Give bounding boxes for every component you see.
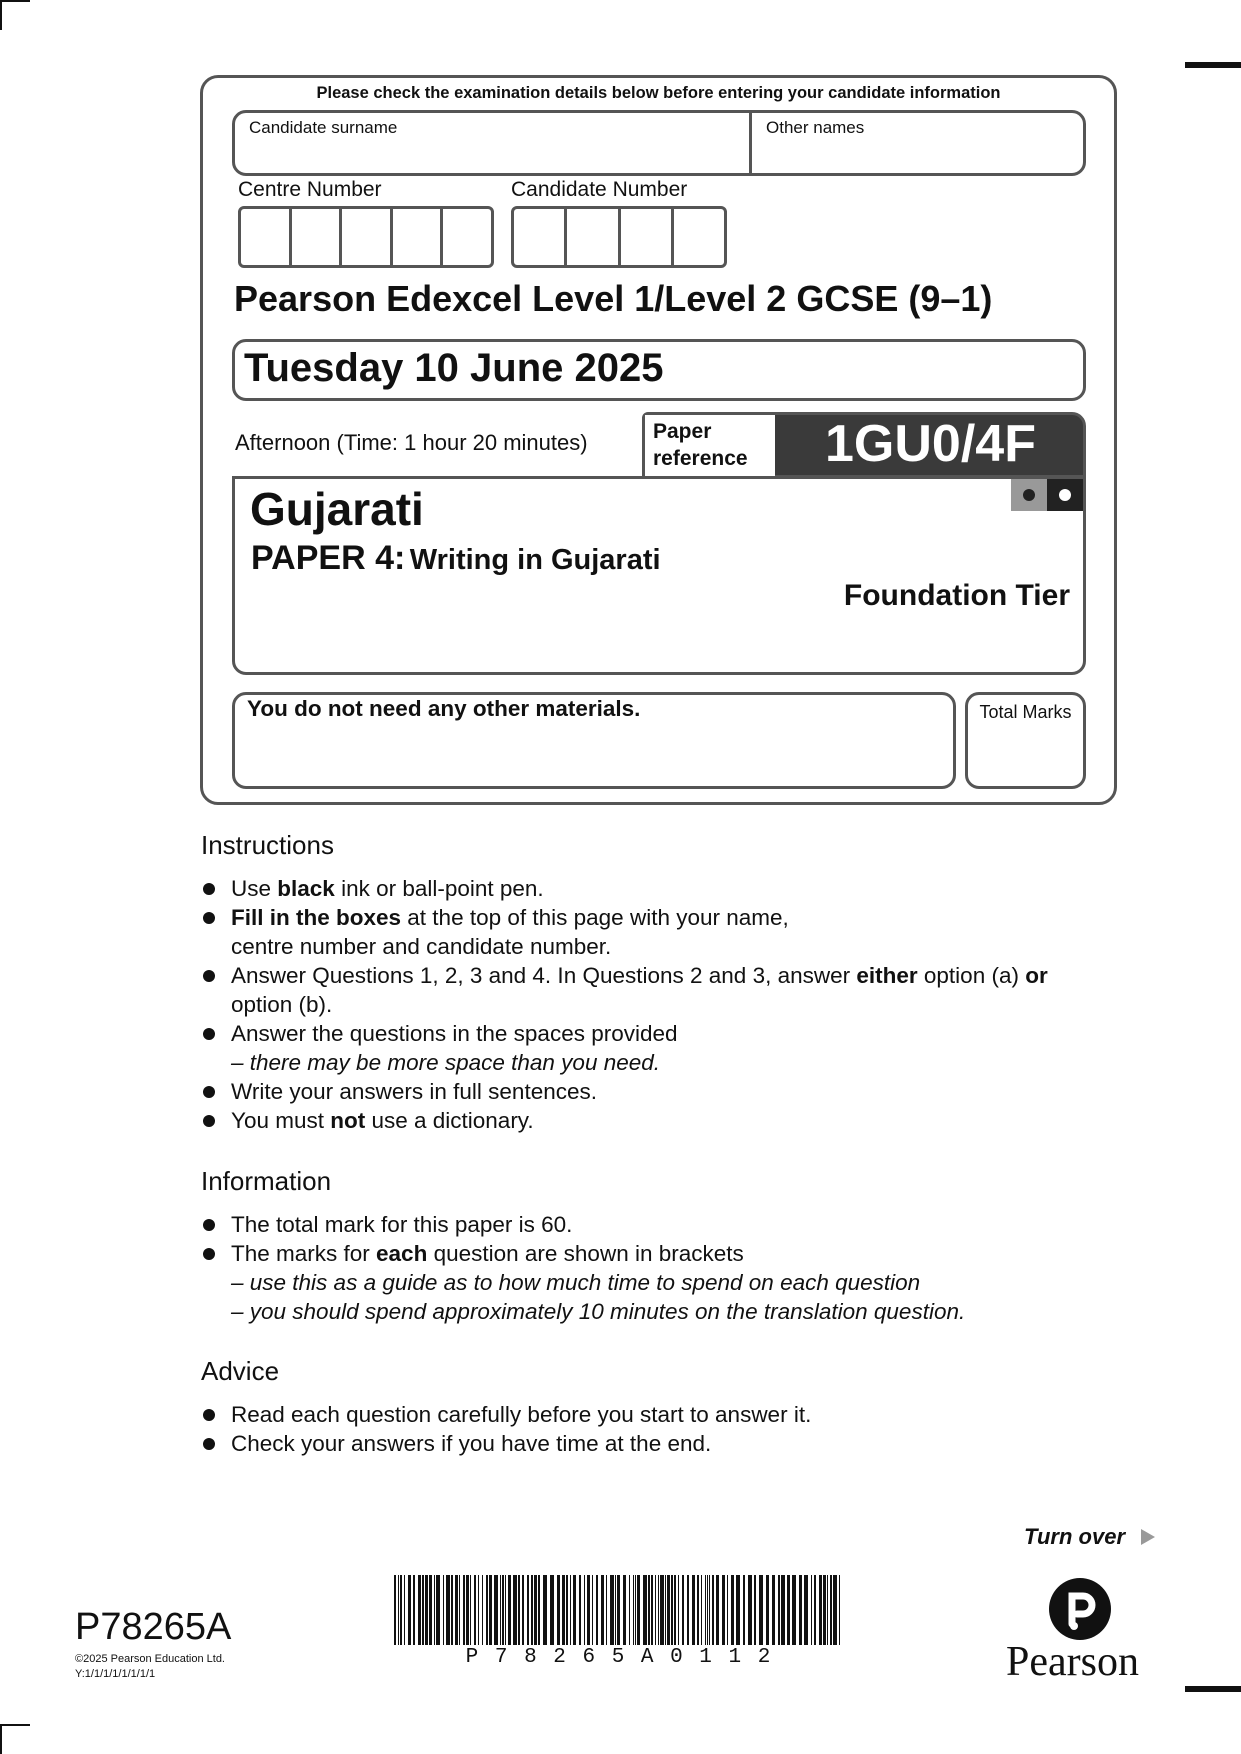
barcode-bar	[727, 1575, 728, 1645]
centre-number-boxes[interactable]	[238, 206, 494, 268]
barcode-bar	[814, 1575, 816, 1645]
paper-name: Writing in Gujarati	[409, 544, 661, 576]
centre-number-cell[interactable]	[443, 209, 491, 265]
barcode-bar	[413, 1575, 415, 1645]
barcode-bar	[543, 1575, 547, 1645]
barcode-bar	[635, 1575, 636, 1645]
barcode-bar	[722, 1575, 725, 1645]
barcode-bar	[667, 1575, 670, 1645]
centre-number-label: Centre Number	[238, 178, 382, 201]
list-item: Fill in the boxes at the top of this page with your name, centre number and candidate number.	[201, 903, 1081, 961]
marker-dot-icon	[1023, 489, 1035, 501]
barcode-bar	[687, 1575, 689, 1645]
barcode-bar	[400, 1575, 402, 1645]
paper-code: P78265A	[75, 1606, 232, 1648]
other-names-field[interactable]: Other names	[766, 118, 865, 137]
barcode-bar	[527, 1575, 529, 1645]
barcode-bar	[827, 1575, 828, 1645]
barcode-bar	[707, 1575, 708, 1645]
crop-mark-top-left-vertical	[0, 0, 2, 30]
barcode-bar	[587, 1575, 590, 1645]
triangle-right-icon	[1141, 1529, 1155, 1545]
barcode-bar	[674, 1575, 676, 1645]
barcode-bar	[500, 1575, 501, 1645]
paper-title	[251, 539, 661, 578]
centre-number-cell[interactable]	[241, 209, 292, 265]
barcode-bar	[566, 1575, 568, 1645]
barcode-bar	[615, 1575, 616, 1645]
barcode-text: P 7 8 2 6 5 A 0 1 1 2	[465, 1646, 773, 1669]
barcode-bar	[629, 1575, 630, 1645]
instructions-heading: Instructions	[201, 830, 334, 860]
list-item: Answer the questions in the spaces provided – there may be more space than you need.	[201, 1019, 1081, 1077]
barcode-bar	[534, 1575, 537, 1645]
check-notice: Please check the examination details below before entering your candidate information	[316, 84, 1001, 102]
barcode-bar	[617, 1575, 620, 1645]
barcode-bar	[833, 1575, 837, 1645]
candidate-number-cell[interactable]	[621, 209, 674, 265]
barcode-bar	[422, 1575, 424, 1645]
barcode-bar	[596, 1575, 598, 1645]
candidate-number-cell[interactable]	[674, 209, 724, 265]
crop-mark-bottom-left	[0, 1724, 30, 1726]
barcode-bar	[792, 1575, 796, 1645]
list-item: The marks for each question are shown in brackets – use this as a guide as to how much time to spend on each question – you should spend approximately 10 minutes on the translation question.	[201, 1239, 1101, 1326]
barcode-bar	[470, 1575, 471, 1645]
paper-reference-label-line2: reference	[653, 447, 748, 470]
instructions-list	[201, 874, 1081, 1135]
list-item: The total mark for this paper is 60.	[201, 1210, 1101, 1239]
barcode-bar	[701, 1575, 702, 1645]
information-heading: Information	[201, 1166, 332, 1196]
barcode-bar	[404, 1575, 405, 1645]
copyright: ©2025 Pearson Education Ltd.	[75, 1653, 225, 1665]
barcode-bar	[731, 1575, 734, 1645]
barcode-bar	[743, 1575, 745, 1645]
barcode-bar	[562, 1575, 565, 1645]
candidate-number-cell[interactable]	[567, 209, 620, 265]
barcode-bar	[787, 1575, 790, 1645]
barcode-bar	[474, 1575, 476, 1645]
barcode-bar	[531, 1575, 533, 1645]
barcode-bar	[522, 1575, 524, 1645]
total-marks-label: Total Marks	[979, 702, 1072, 722]
barcode-bar	[398, 1575, 399, 1645]
barcode-bar	[394, 1575, 396, 1645]
candidate-number-boxes[interactable]	[511, 206, 727, 268]
barcode-bar	[408, 1575, 411, 1645]
list-item: Write your answers in full sentences.	[201, 1077, 1081, 1106]
barcode-bar	[759, 1575, 763, 1645]
barcode-bar	[486, 1575, 488, 1645]
barcode-bar	[446, 1575, 450, 1645]
barcode-bar	[451, 1575, 453, 1645]
barcode-bar	[678, 1575, 679, 1645]
barcode-bar	[584, 1575, 585, 1645]
barcode-bar	[772, 1575, 775, 1645]
list-item: Check your answers if you have time at the end.	[201, 1429, 1101, 1458]
barcode-bar	[709, 1575, 710, 1645]
barcode-bar	[606, 1575, 607, 1645]
barcode-bar	[633, 1575, 634, 1645]
barcode-bar	[573, 1575, 576, 1645]
turn-over-label: Turn over	[1023, 1524, 1125, 1549]
centre-number-cell[interactable]	[292, 209, 343, 265]
barcode-bar	[436, 1575, 440, 1645]
candidate-surname-field[interactable]: Candidate surname	[249, 118, 398, 137]
tier-label: Foundation Tier	[843, 579, 1070, 612]
paper-number: PAPER 4:	[251, 539, 406, 577]
list-item: Use black ink or ball-point pen.	[201, 874, 1081, 903]
name-box-divider	[749, 110, 752, 176]
turn-over	[1024, 1524, 1155, 1550]
barcode-bar	[513, 1575, 517, 1645]
barcode-bar	[478, 1575, 479, 1645]
barcode-bar	[610, 1575, 614, 1645]
session-time: Afternoon (Time: 1 hour 20 minutes)	[235, 430, 588, 455]
barcode-bar	[443, 1575, 444, 1645]
barcode-bar	[655, 1575, 656, 1645]
barcode-bar	[570, 1575, 571, 1645]
barcode-bar	[766, 1575, 769, 1645]
barcode-bar	[579, 1575, 581, 1645]
barcode-bar	[455, 1575, 458, 1645]
barcode-bar	[697, 1575, 699, 1645]
crop-mark-bottom-left-vertical	[0, 1724, 2, 1754]
barcode-bar	[754, 1575, 756, 1645]
barcode-bar	[623, 1575, 626, 1645]
barcode-bar	[830, 1575, 832, 1645]
barcode-bar	[518, 1575, 520, 1645]
barcode-bar	[839, 1575, 840, 1645]
barcode-bar	[705, 1575, 706, 1645]
advice-heading: Advice	[201, 1356, 280, 1386]
barcode-bar	[557, 1575, 560, 1645]
barcode-bar	[482, 1575, 483, 1645]
centre-number-cell[interactable]	[342, 209, 393, 265]
barcode-bar	[811, 1575, 812, 1645]
barcode-bar	[463, 1575, 465, 1645]
barcode-bar	[716, 1575, 719, 1645]
barcode-bar	[459, 1575, 460, 1645]
barcode-bar	[648, 1575, 650, 1645]
barcode-bar	[665, 1575, 666, 1645]
marker-dot-icon	[1059, 489, 1071, 501]
barcode-bar	[538, 1575, 540, 1645]
barcode-bar	[819, 1575, 822, 1645]
barcode	[394, 1575, 844, 1649]
candidate-number-label: Candidate Number	[511, 178, 688, 201]
pearson-logo-icon	[1049, 1578, 1111, 1640]
centre-number-cell[interactable]	[393, 209, 444, 265]
publisher-name: Pearson	[1006, 1639, 1139, 1685]
barcode-bar	[592, 1575, 593, 1645]
barcode-bar	[434, 1575, 435, 1645]
barcode-bar	[466, 1575, 469, 1645]
barcode-bar	[736, 1575, 740, 1645]
barcode-bar	[781, 1575, 785, 1645]
barcode-bar	[601, 1575, 604, 1645]
barcode-bar	[799, 1575, 802, 1645]
exam-date: Tuesday 10 June 2025	[244, 346, 664, 390]
barcode-bar	[429, 1575, 432, 1645]
paper-reference-code: 1GU0/4F	[825, 415, 1036, 473]
barcode-bar	[804, 1575, 808, 1645]
materials-note: You do not need any other materials.	[247, 696, 641, 721]
barcode-bar	[748, 1575, 752, 1645]
barcode-bar	[682, 1575, 684, 1645]
candidate-number-cell[interactable]	[514, 209, 567, 265]
barcode-bar	[643, 1575, 647, 1645]
barcode-bar	[712, 1575, 714, 1645]
barcode-bar	[489, 1575, 492, 1645]
barcode-bar	[651, 1575, 653, 1645]
barcode-bar	[502, 1575, 504, 1645]
barcode-bar	[425, 1575, 428, 1645]
crop-mark-top-left	[0, 0, 30, 2]
barcode-bar	[671, 1575, 673, 1645]
barcode-bar	[494, 1575, 498, 1645]
crop-mark-top-right	[1185, 62, 1241, 68]
list-item: You must not use a dictionary.	[201, 1106, 1081, 1135]
paper-reference-label	[653, 418, 748, 472]
barcode-bar	[418, 1575, 421, 1645]
advice-list	[201, 1400, 1101, 1458]
print-code: Y:1/1/1/1/1/1/1/1	[75, 1668, 156, 1680]
barcode-bar	[660, 1575, 664, 1645]
qualification-title: Pearson Edexcel Level 1/Level 2 GCSE (9–1)	[234, 278, 993, 319]
barcode-bar	[550, 1575, 554, 1645]
paper-reference-label-line1: Paper	[653, 420, 712, 443]
barcode-bar	[692, 1575, 695, 1645]
information-list	[201, 1210, 1101, 1326]
barcode-bar	[823, 1575, 826, 1645]
list-item: Answer Questions 1, 2, 3 and 4. In Questions 2 and 3, answer either option (a) or option (b).	[201, 961, 1081, 1019]
barcode-bar	[778, 1575, 780, 1645]
list-item: Read each question carefully before you start to answer it.	[201, 1400, 1101, 1429]
barcode-bar	[508, 1575, 511, 1645]
barcode-bar	[658, 1575, 659, 1645]
subject-title: Gujarati	[250, 483, 424, 535]
crop-mark-bottom-right	[1185, 1686, 1241, 1692]
barcode-bar	[505, 1575, 506, 1645]
barcode-bar	[637, 1575, 640, 1645]
